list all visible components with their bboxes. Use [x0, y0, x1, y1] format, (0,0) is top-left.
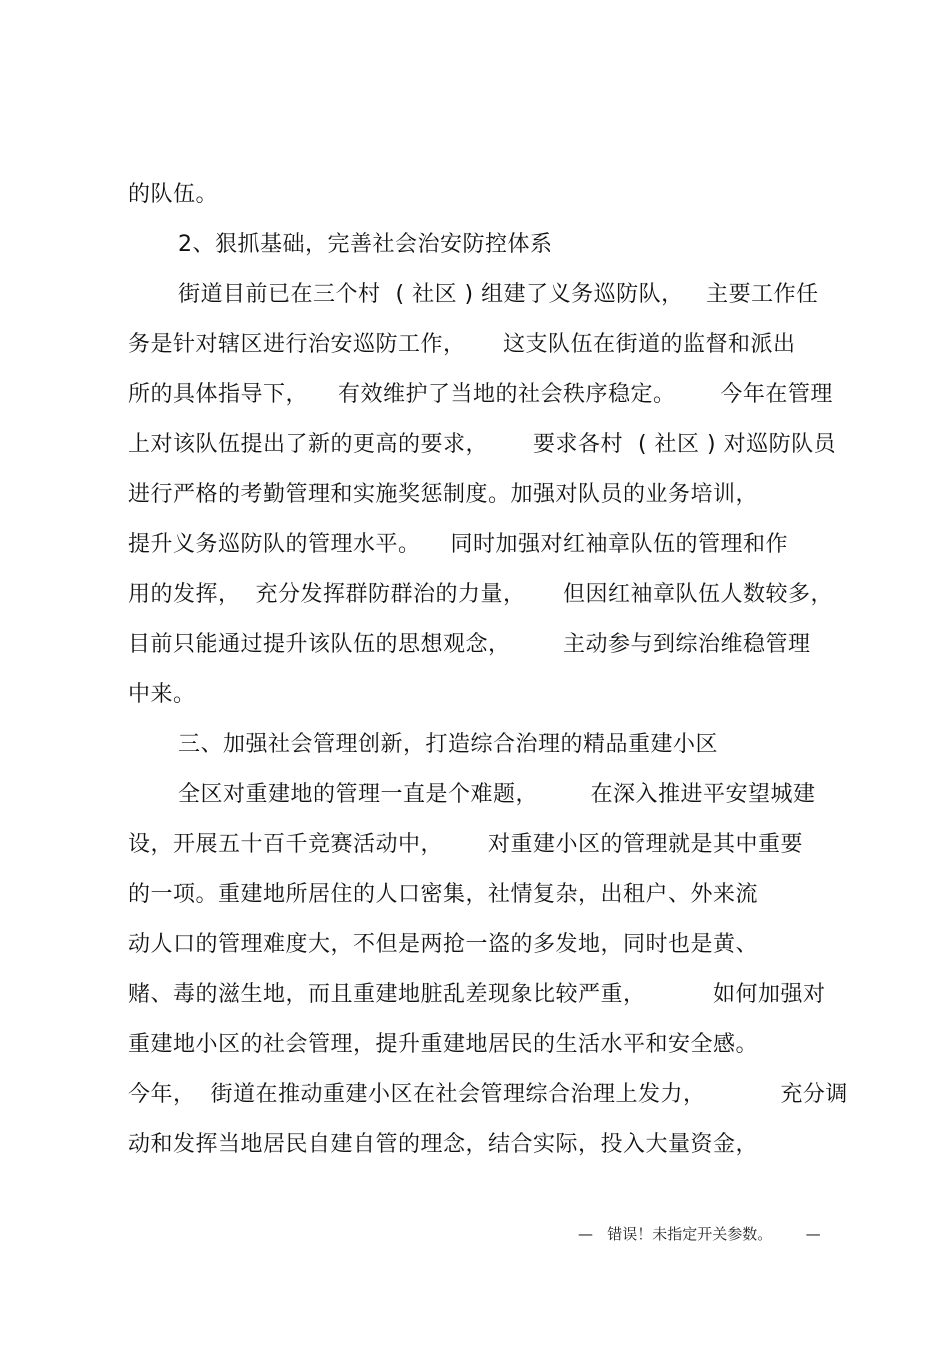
text-line-19: 今年， 街道在推动重建小区在社会管理综合治理上发力， 充分调	[128, 1082, 848, 1107]
text-line-13: 全区对重建地的管理一直是个难题， 在深入推进平安望城建	[178, 782, 816, 807]
text-line-15: 的一项。重建地所居住的人口密集，社情复杂，出租户、外来流	[128, 882, 759, 907]
text-line-10: 目前只能通过提升该队伍的思想观念， 主动参与到综治维稳管理	[128, 632, 811, 657]
text-line-14: 设，开展五十百千竞赛活动中， 对重建小区的管理就是其中重要	[128, 832, 803, 857]
text-line-3: 街道目前已在三个村 ( 社区 ) 组建了义务巡防队， 主要工作任	[178, 282, 819, 307]
text-line-9: 用的发挥， 充分发挥群防群治的力量， 但因红袖章队伍人数较多，	[128, 582, 833, 607]
section-heading-3: 三、加强社会管理创新，打造综合治理的精品重建小区	[178, 732, 719, 757]
text-line-1: 的队伍。	[128, 182, 219, 207]
text-line-5: 所的具体指导下， 有效维护了当地的社会秩序稳定。 今年在管理	[128, 382, 833, 407]
text-line-18: 重建地小区的社会管理，提升重建地居民的生活水平和安全感。	[128, 1032, 759, 1057]
section-heading-2: 2、狠抓基础，完善社会治安防控体系	[178, 232, 553, 257]
text-line-17: 赌、毒的滋生地，而且重建地脏乱差现象比较严重， 如何加强对	[128, 982, 826, 1007]
page-footer: — 错误！未指定开关参数。 —	[578, 1225, 821, 1243]
text-line-16: 动人口的管理难度大，不但是两抢一盗的多发地，同时也是黄、	[128, 932, 759, 957]
text-line-7: 进行严格的考勤管理和实施奖惩制度。加强对队员的业务培训，	[128, 482, 759, 507]
text-line-20: 动和发挥当地居民自建自管的理念，结合实际，投入大量资金，	[128, 1132, 759, 1157]
text-line-11: 中来。	[128, 682, 196, 707]
text-line-4: 务是针对辖区进行治安巡防工作， 这支队伍在街道的监督和派出	[128, 332, 796, 357]
text-line-6: 上对该队伍提出了新的更高的要求， 要求各村 ( 社区 ) 对巡防队员	[128, 432, 837, 457]
text-line-8: 提升义务巡防队的管理水平。 同时加强对红袖章队伍的管理和作	[128, 532, 788, 557]
